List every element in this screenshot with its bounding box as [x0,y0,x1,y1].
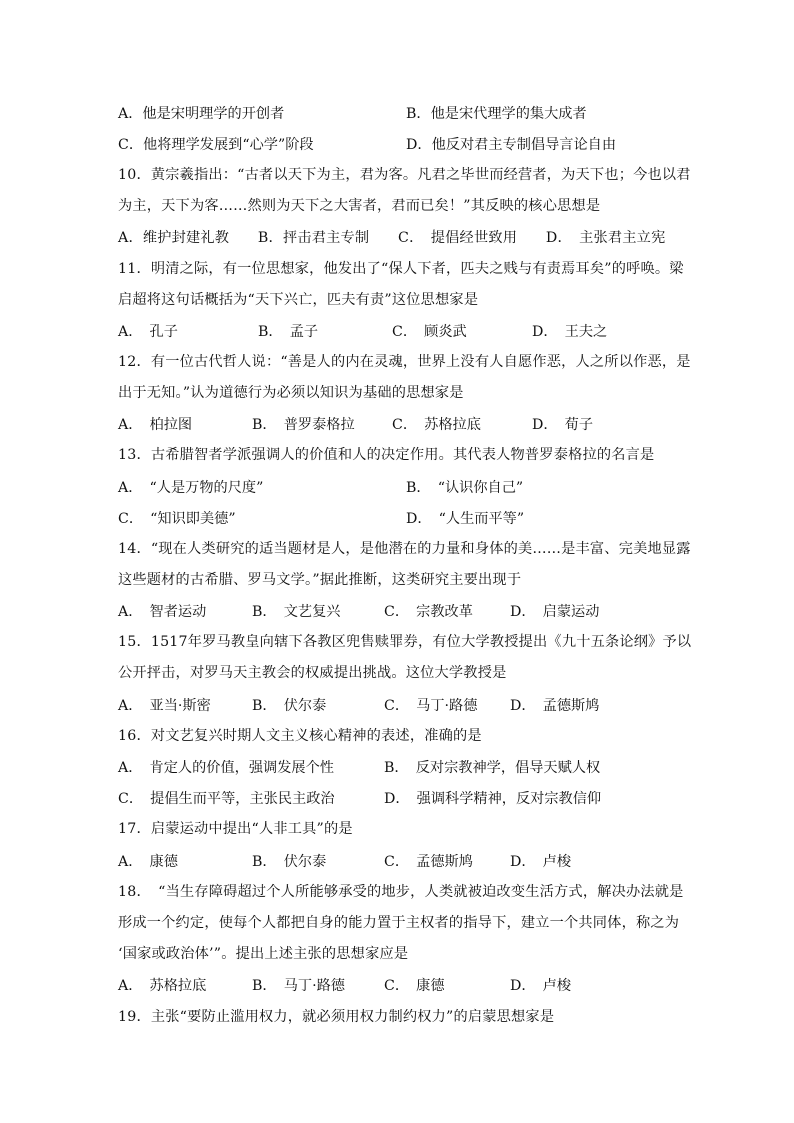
q15-option-d: D． 孟德斯鸠 [510,698,600,714]
q18-option-c: C． 康德 [384,978,445,994]
q17-option-d: D． 卢梭 [510,854,572,870]
q13-option-c: C． “知识即美德” [118,511,236,527]
q15-option-b: B． 伏尔泰 [252,698,327,714]
q13-stem-line1: 13．古希腊智者学派强调人的价值和人的决定作用。其代表人物普罗泰格拉的名言是 [118,447,655,463]
q9-option-b: B．他是宋代理学的集大成者 [406,106,587,122]
q10-stem-line1: 10．黄宗羲指出：“古者以天下为主，君为客。凡君之毕世而经营者，为天下也；今也以君 [118,167,691,183]
q11-option-b: B． 孟子 [258,324,319,340]
q12-stem-line1: 12．有一位古代哲人说：“善是人的内在灵魂，世界上没有人自愿作恶，人之所以作恶，是 [118,354,691,370]
q14-option-b: B． 文艺复兴 [252,604,341,620]
q14-option-c: C． 宗教改革 [384,604,473,620]
q17-option-c: C． 孟德斯鸠 [384,854,473,870]
q17-option-b: B． 伏尔泰 [252,854,327,870]
q18-stem-line2: 形成一个约定，使每个人都把自身的能力置于主权者的指导下，建立一个共同体，称之为 [118,915,680,931]
q18-option-a: A． 苏格拉底 [118,978,207,994]
q9-option-d: D．他反对君主专制倡导言论自由 [406,137,617,153]
q16-option-c: C． 提倡生而平等，主张民主政治 [118,791,335,807]
q12-option-c: C． 苏格拉底 [392,417,481,433]
q18-stem-line3: ‘国家或政治体’”。提出上述主张的思想家应是 [118,946,409,962]
q14-stem-line2: 这些题材的古希腊、罗马文学。”据此推断，这类研究主要出现于 [118,572,522,588]
q11-option-c: C． 顾炎武 [392,324,467,340]
q17-option-a: A． 康德 [118,854,178,870]
q18-option-d: D． 卢梭 [510,978,572,994]
q12-option-a: A． 柏拉图 [118,417,193,433]
q12-stem-line2: 出于无知。”认为道德行为必须以知识为基础的思想家是 [118,385,464,401]
q11-option-a: A． 孔子 [118,324,178,340]
q14-option-d: D． 启蒙运动 [510,604,600,620]
q10-stem-line2: 为主，天下为客……然则为天下之大害者，君而已矣！”其反映的核心思想是 [118,198,601,214]
q15-stem-line2: 公开抨击，对罗马天主教会的权威提出挑战。这位大学教授是 [118,665,507,681]
q13-option-a: A． “人是万物的尺度” [118,480,264,496]
q11-stem-line2: 启超将这句话概括为“天下兴亡，匹夫有责”这位思想家是 [118,292,479,308]
q17-stem-line1: 17．启蒙运动中提出“人非工具”的是 [118,821,353,837]
q18-stem-line1: 18． “当生存障碍超过个人所能够承受的地步，人类就被迫改变生活方式，解决办法就是 [118,884,684,900]
q15-stem-line1: 15．1517年罗马教皇向辖下各教区兜售赎罪券，有位大学教授提出《九十五条论纲》予以 [118,634,692,650]
q16-option-b: B． 反对宗教神学，倡导天赋人权 [384,760,601,776]
q15-option-c: C． 马丁·路德 [384,698,478,714]
q9-option-a: A．他是宋明理学的开创者 [118,106,285,122]
q16-option-a: A． 肯定人的价值，强调发展个性 [118,760,334,776]
q13-option-b: B． “认识你自己” [406,480,524,496]
q12-option-b: B． 普罗泰格拉 [252,417,355,433]
q19-stem-line1: 19．主张“要防止滥用权力，就必须用权力制约权力”的启蒙思想家是 [118,1009,555,1025]
q14-stem-line1: 14．“现在人类研究的适当题材是人，是他潜在的力量和身体的美……是丰富、完美地显露 [118,541,691,557]
q15-option-a: A． 亚当·斯密 [118,698,211,714]
q16-stem-line1: 16．对文艺复兴时期人文主义核心精神的表述，准确的是 [118,728,482,744]
q18-option-b: B． 马丁·路德 [252,978,345,994]
q14-option-a: A． 智者运动 [118,604,207,620]
q10-options: A．维护封建礼教 B．抨击君主专制 C． 提倡经世致用 D． 主张君主立宪 [118,230,666,246]
q13-option-d: D． “人生而平等” [406,511,525,527]
q9-option-c: C．他将理学发展到“心学”阶段 [118,137,314,153]
q16-option-d: D． 强调科学精神，反对宗教信仰 [384,791,602,807]
q12-option-d: D． 荀子 [532,417,594,433]
q11-option-d: D． 王夫之 [532,324,608,340]
q11-stem-line1: 11．明清之际，有一位思想家，他发出了“保人下者，匹夫之贱与有责焉耳矣”的呼唤。梁 [118,261,684,277]
